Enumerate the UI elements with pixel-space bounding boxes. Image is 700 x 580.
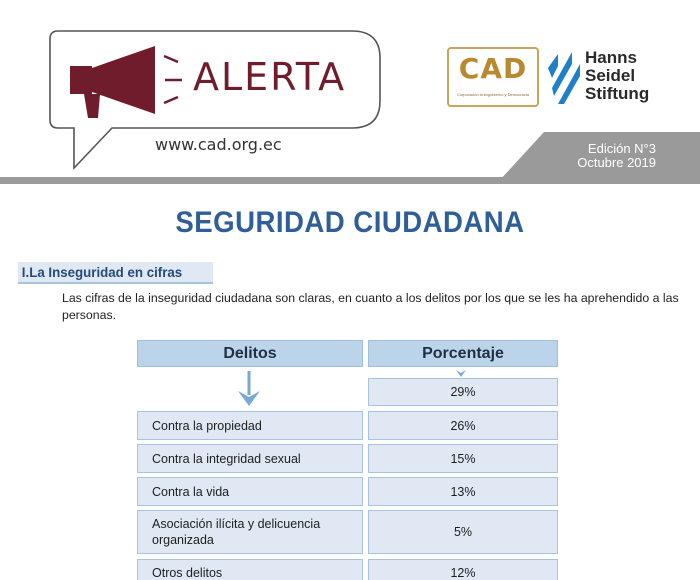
hanns-seidel-logo-icon <box>546 48 582 106</box>
cad-logo <box>447 47 539 107</box>
table-row-6-value: 12% <box>368 559 558 580</box>
table-row-6-label: Otros delitos <box>137 559 363 580</box>
table-row-2-value: 26% <box>368 411 558 440</box>
cad-logo-tagline: Corporación Autogobierno y Democracia <box>456 92 530 97</box>
table-row-1-value: 29% <box>368 378 558 406</box>
edition-number: Edición N°3 <box>587 141 656 156</box>
partner-line-2: Seidel <box>585 66 636 85</box>
table-row-3-label: Contra la integridad sexual <box>137 444 363 473</box>
cad-logo-word: CAD <box>458 52 528 85</box>
table-row-3-value: 15% <box>368 444 558 473</box>
table-row-4-label: Contra la vida <box>137 477 363 506</box>
table-row-4-value: 13% <box>368 477 558 506</box>
edition-date: Octubre 2019 <box>577 155 656 170</box>
partner-line-3: Stiftung <box>585 84 650 103</box>
table-row-2-label: Contra la propiedad <box>137 411 363 440</box>
table-header-delitos: Delitos <box>137 340 363 367</box>
small-down-arrow-icon <box>455 368 467 378</box>
section-heading-text: I.La Inseguridad en cifras <box>21 264 183 280</box>
alert-word: ALERTA <box>193 55 347 99</box>
down-arrow-icon <box>236 371 262 407</box>
table-header-porcentaje: Porcentaje <box>368 340 558 367</box>
section-intro-paragraph: Las cifras de la inseguridad ciudadana son claras, en cuanto a los delitos por los que se les ha aprehendido a las personas. <box>62 291 679 322</box>
section-heading <box>18 262 213 284</box>
page-title: SEGURIDAD CIUDADANA <box>175 206 525 239</box>
site-url-link[interactable]: www.cad.org.ec <box>155 135 282 154</box>
table-row-5-label: Asociación ilícita y delicuencia organizada <box>137 510 363 554</box>
partner-line-1: Hanns <box>585 48 637 67</box>
edition-info <box>577 142 656 170</box>
table-row-5-value: 5% <box>368 510 558 554</box>
hanns-seidel-logo-text <box>585 49 649 103</box>
